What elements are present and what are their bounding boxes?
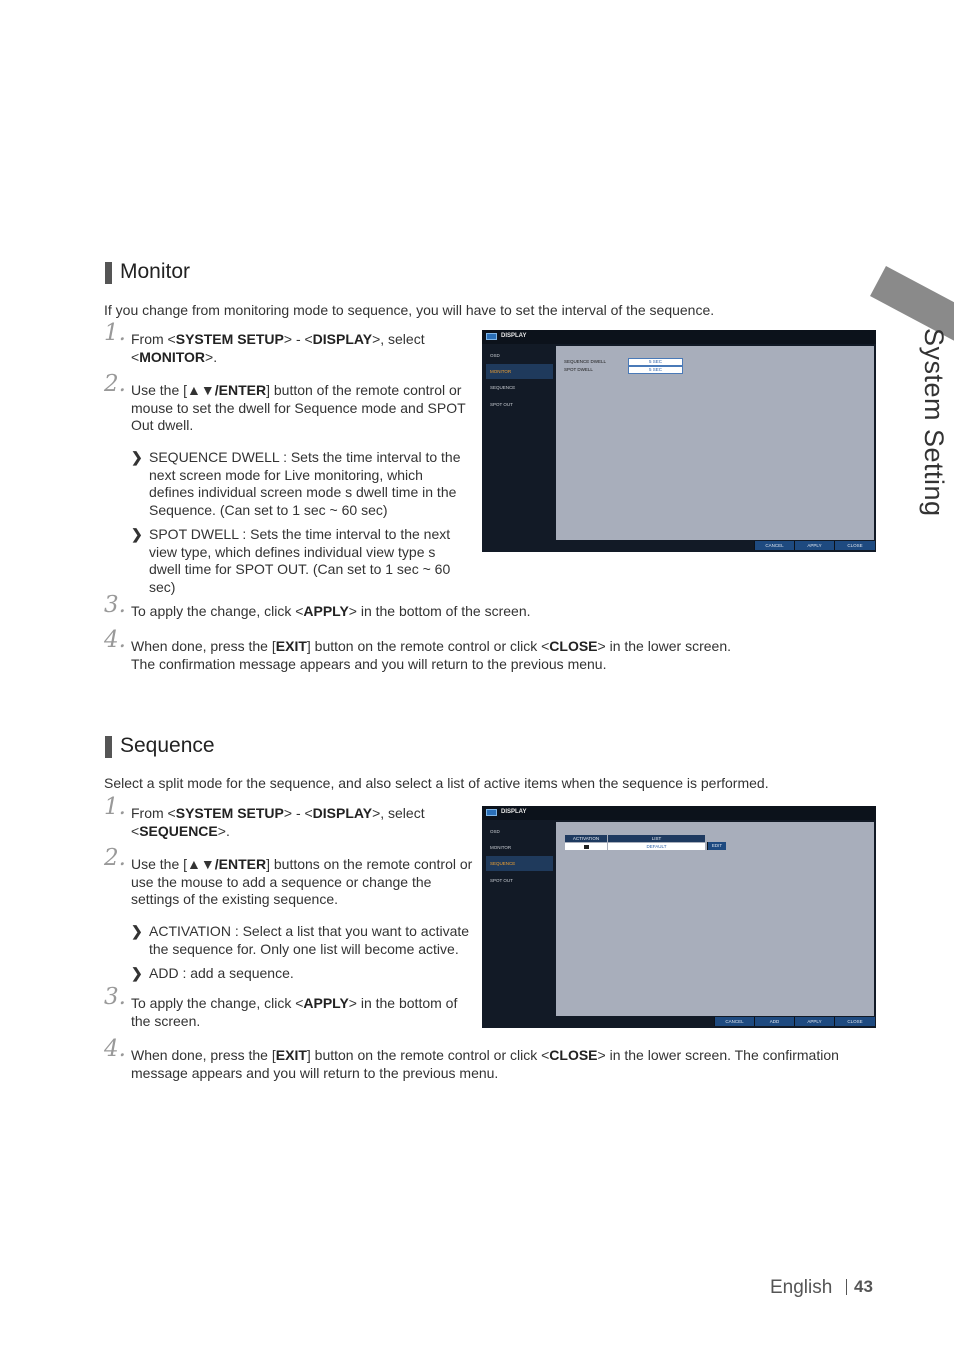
sequence-step-1: 1. From <SYSTEM SETUP> - <DISPLAY>, select <SEQUENCE>. (104, 794, 425, 839)
footer-language: English (770, 1277, 833, 1298)
window-title: DISPLAY (501, 333, 527, 339)
settings-panel (556, 822, 874, 1016)
monitor-intro: If you change from monitoring mode to sequence, you will have to set the interval of the sequence. (104, 302, 715, 318)
sequence-dwell-select[interactable]: 5 SEC (628, 358, 683, 366)
menu-item-osd[interactable]: OSD (490, 353, 500, 358)
close-button[interactable]: CLOSE (834, 541, 875, 550)
sequence-step-4: 4. When done, press the [EXIT] button on the remote control or click <CLOSE> in the lower screen. The confirmation message appears and you will return to the previous menu. (104, 1036, 839, 1081)
edit-button[interactable]: EDIT (707, 842, 726, 850)
menu-item-sequence[interactable]: SEQUENCE (486, 856, 553, 871)
activation-header: ACTIVATION (565, 835, 607, 842)
menu-item-monitor[interactable]: MONITOR (490, 845, 512, 850)
apply-button[interactable]: APPLY (794, 541, 834, 550)
menu-item-osd[interactable]: OSD (490, 829, 500, 834)
menu-item-monitor[interactable]: MONITOR (486, 364, 553, 379)
sequence-screenshot (482, 806, 876, 1028)
side-tab-title: System Setting (919, 328, 949, 517)
menu-item-spot-out[interactable]: SPOT OUT (490, 878, 513, 883)
window-title: DISPLAY (501, 809, 527, 815)
monitor-heading: Monitor (120, 260, 191, 283)
settings-panel (556, 346, 874, 540)
cancel-button[interactable]: CANCEL (714, 1017, 754, 1026)
display-icon (486, 333, 497, 340)
section-marker (105, 736, 112, 758)
window-titlebar (482, 806, 876, 820)
sequence-heading: Sequence (120, 734, 215, 757)
menu-item-sequence[interactable]: SEQUENCE (490, 385, 516, 390)
list-header: LIST (608, 835, 705, 842)
sequence-dwell-label: SEQUENCE DWELL (564, 359, 607, 364)
monitor-screenshot (482, 330, 876, 552)
window-titlebar (482, 330, 876, 344)
activation-checkbox[interactable] (584, 845, 589, 849)
monitor-step-1: 1. From <SYSTEM SETUP> - <DISPLAY>, select <MONITOR>. (104, 320, 425, 365)
activation-cell (565, 843, 607, 850)
sequence-intro: Select a split mode for the sequence, and also select a list of active items when the sequence is performed. (104, 775, 769, 791)
monitor-step-4: 4. When done, press the [EXIT] button on the remote control or click <CLOSE> in the lower screen. The confirmation message appears and you will return to the previous menu. (104, 627, 731, 672)
display-icon (486, 809, 497, 816)
apply-button[interactable]: APPLY (794, 1017, 834, 1026)
section-marker (105, 262, 112, 284)
sequence-step-3: 3. To apply the change, click <APPLY> in the bottom of the screen. (104, 984, 458, 1029)
spot-dwell-label: SPOT DWELL (564, 367, 593, 372)
monitor-step-3: 3. To apply the change, click <APPLY> in the bottom of the screen. (104, 592, 531, 619)
menu-item-spot-out[interactable]: SPOT OUT (490, 402, 513, 407)
cancel-button[interactable]: CANCEL (754, 541, 794, 550)
sequence-step-2: 2. Use the [▲▼/ENTER] buttons on the remote control or use the mouse to add a sequence or change the settings of the existing sequence. (104, 845, 473, 907)
close-button[interactable]: CLOSE (834, 1017, 875, 1026)
spot-dwell-select[interactable]: 5 SEC (628, 366, 683, 374)
footer-divider (846, 1279, 847, 1295)
add-button[interactable]: ADD (754, 1017, 794, 1026)
monitor-step-2: 2. Use the [▲▼/ENTER] button of the remote control or mouse to set the dwell for Sequence mode and SPOT Out dwell. (104, 371, 466, 433)
list-cell[interactable]: DEFAULT (608, 843, 705, 850)
page-number: 43 (854, 1277, 873, 1296)
